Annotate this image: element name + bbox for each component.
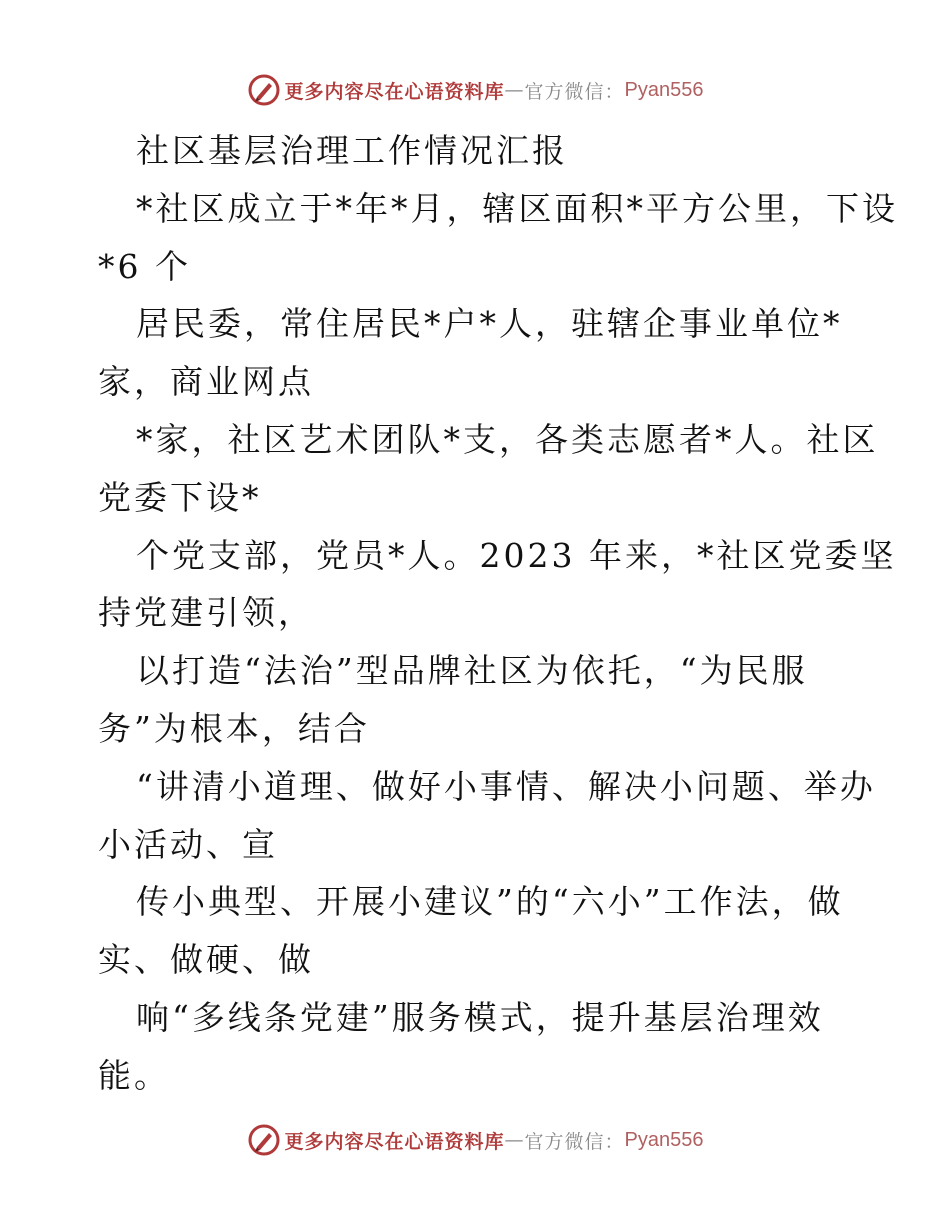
banner-wechat-label: 官方微信： <box>524 80 625 103</box>
text-line: 家，商业网点 <box>98 362 314 402</box>
document-title: 社区基层治理工作情况汇报 <box>136 131 568 170</box>
text-line: 实、做硬、做 <box>98 940 314 980</box>
text-line: 个党支部，党员*人。2023 年来，*社区党委坚 <box>136 535 897 575</box>
text-line: 务”为根本，结合 <box>98 708 370 748</box>
banner-lead-text: 更多内容尽在心语资料库 <box>284 1130 505 1153</box>
text-line: 党委下设* <box>98 477 262 517</box>
banner-wechat-id: Pyan556 <box>624 1128 704 1151</box>
document-body <box>98 122 898 1105</box>
header-banner <box>0 70 950 110</box>
banner-lead-text: 更多内容尽在心语资料库 <box>284 80 505 103</box>
text-line: 持党建引领， <box>98 593 314 633</box>
text-line: “讲清小道理、做好小事情、解决小问题、举办 <box>136 766 876 806</box>
banner-wechat-id: Pyan556 <box>624 78 704 101</box>
text-line: 能。 <box>98 1055 170 1095</box>
text-line: 小活动、宣 <box>98 824 278 864</box>
banner-wechat-label: 官方微信： <box>524 1130 625 1153</box>
banner-dash: — <box>504 79 525 101</box>
text-line: *社区成立于*年*月，辖区面积*平方公里，下设 <box>136 188 898 228</box>
pen-logo-icon <box>247 1123 281 1157</box>
text-line: *家，社区艺术团队*支，各类志愿者*人。社区 <box>136 419 879 459</box>
text-line: 传小典型、开展小建议”的“六小”工作法，做 <box>136 882 844 922</box>
banner-dash: — <box>504 1129 525 1151</box>
text-line: 以打造“法治”型品牌社区为依托，“为民服 <box>136 651 808 691</box>
pen-logo-icon <box>247 73 281 107</box>
text-line: 居民委，常住居民*户*人，驻辖企事业单位* <box>136 304 843 344</box>
text-line: *6 个 <box>98 246 191 286</box>
text-line: 响“多线条党建”服务模式，提升基层治理效 <box>136 997 824 1037</box>
footer-banner <box>0 1120 950 1160</box>
